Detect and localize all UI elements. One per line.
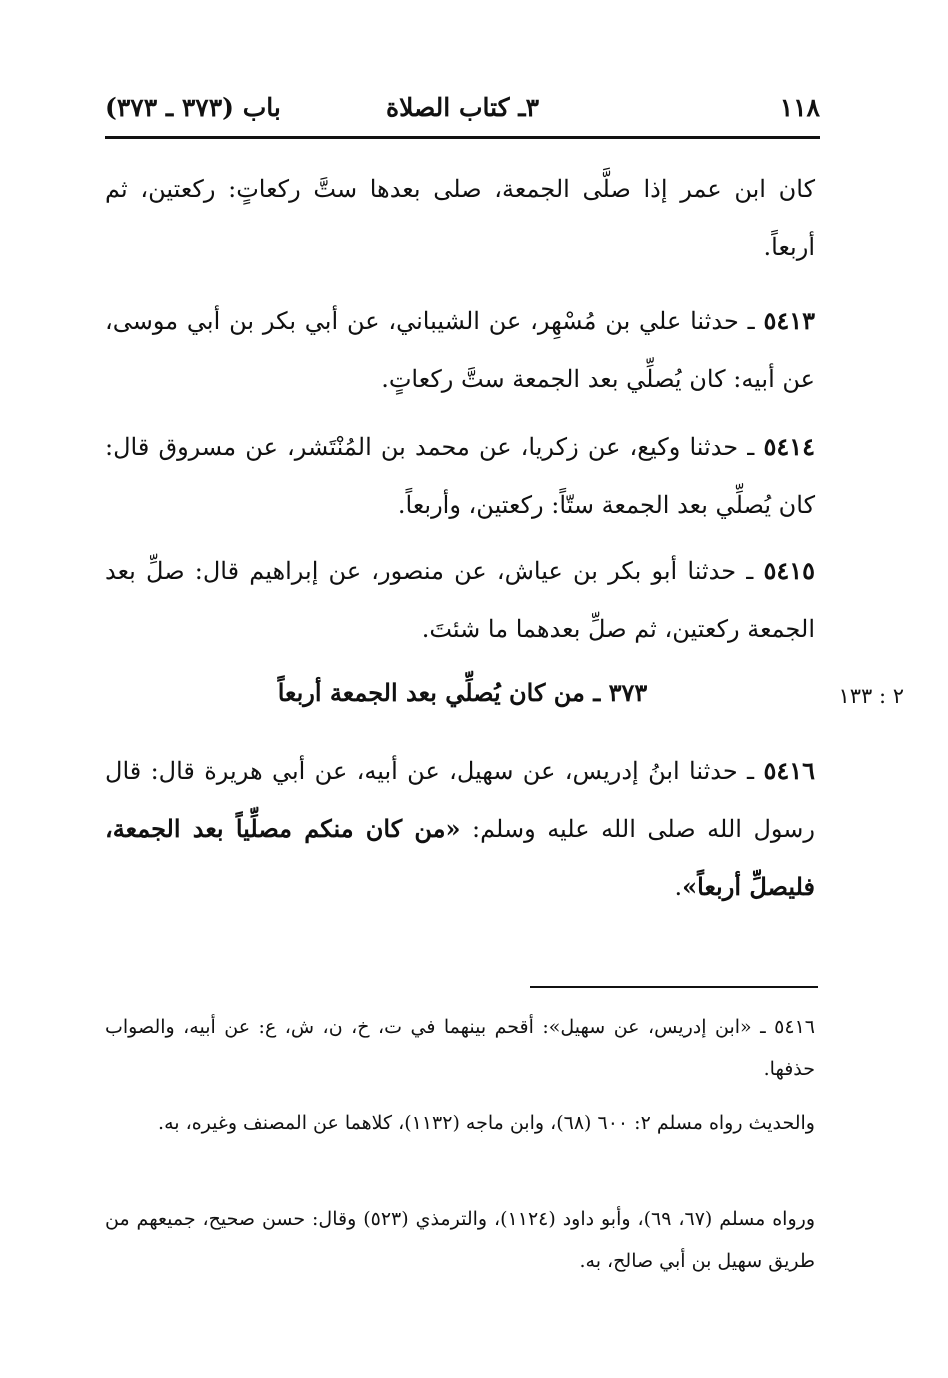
- hadith-text: ـ حدثنا علي بن مُسْهِر، عن الشيباني، عن أبي بكر بن أبي موسى، عن أبيه: كان يُصلِّي بعد الجمعة ستَّ ركعاتٍ.: [105, 307, 815, 393]
- footnote-divider: [530, 986, 818, 988]
- hadith-text: ـ حدثنا وكيع، عن زكريا، عن محمد بن المُنْتَشر، عن مسروق قال: كان يُصلِّي بعد الجمعة ستّاً: ركعتين، وأربعاً.: [105, 433, 815, 519]
- paragraph-continuation: [105, 160, 815, 276]
- hadith-5416: [105, 742, 815, 916]
- header-divider: [105, 136, 820, 139]
- page-number: ١١٨: [779, 93, 820, 122]
- hadith-5415: [105, 542, 815, 658]
- footnote-2: والحديث رواه مسلم ٢: ٦٠٠ (٦٨)، وابن ماجه (١١٣٢)، كلاهما عن المصنف وغيره، به.: [158, 1112, 815, 1134]
- section-title: ٣٧٣ ـ من كان يُصلِّي بعد الجمعة أربعاً: [277, 678, 648, 707]
- hadith-number: ٥٤١٤: [763, 432, 815, 461]
- page-header: [105, 88, 820, 132]
- prophetic-saying: «من كان منكم مصلِّياً بعد الجمعة، فليصلِّ أربعاً»: [105, 814, 815, 901]
- hadith-5414: [105, 418, 815, 534]
- hadith-5413: [105, 292, 815, 408]
- chapter-range: باب (٣٧٣ ـ ٣٧٣): [105, 93, 281, 122]
- footnote-3: ورواه مسلم (٦٧، ٦٩)، وأبو داود (١١٢٤)، والترمذي (٥٢٣) وقال: حسن صحيح، جميعهم من طريق سهيل بن أبي صالح، به.: [105, 1208, 815, 1272]
- margin-reference: ٢ : ١٣٣: [838, 684, 904, 708]
- hadith-text: ـ حدثنا ابنُ إدريس، عن سهيل، عن أبيه، عن أبي هريرة قال: قال رسول الله صلى الله عليه وسلم:: [105, 757, 815, 843]
- hadith-text: ـ حدثنا أبو بكر بن عياش، عن منصور، عن إبراهيم قال: صلِّ بعد الجمعة ركعتين، ثم صلِّ بعدهما ما شئتَ.: [105, 557, 815, 643]
- hadith-number: ٥٤١٦: [763, 756, 815, 785]
- hadith-text-end: .: [674, 873, 683, 901]
- hadith-number: ٥٤١٥: [763, 556, 815, 585]
- book-title: ٣ـ كتاب الصلاة: [385, 93, 540, 122]
- footnote-1: ٥٤١٦ ـ «ابن إدريس، عن سهيل»: أقحم بينهما في ت، خ، ن، ش، ع: عن أبيه، والصواب حذفها.: [105, 1016, 815, 1080]
- hadith-number: ٥٤١٣: [763, 306, 815, 335]
- paragraph-text: كان ابن عمر إذا صلَّى الجمعة، صلى بعدها ستَّ ركعاتٍ: ركعتين، ثم أربعاً.: [105, 175, 815, 261]
